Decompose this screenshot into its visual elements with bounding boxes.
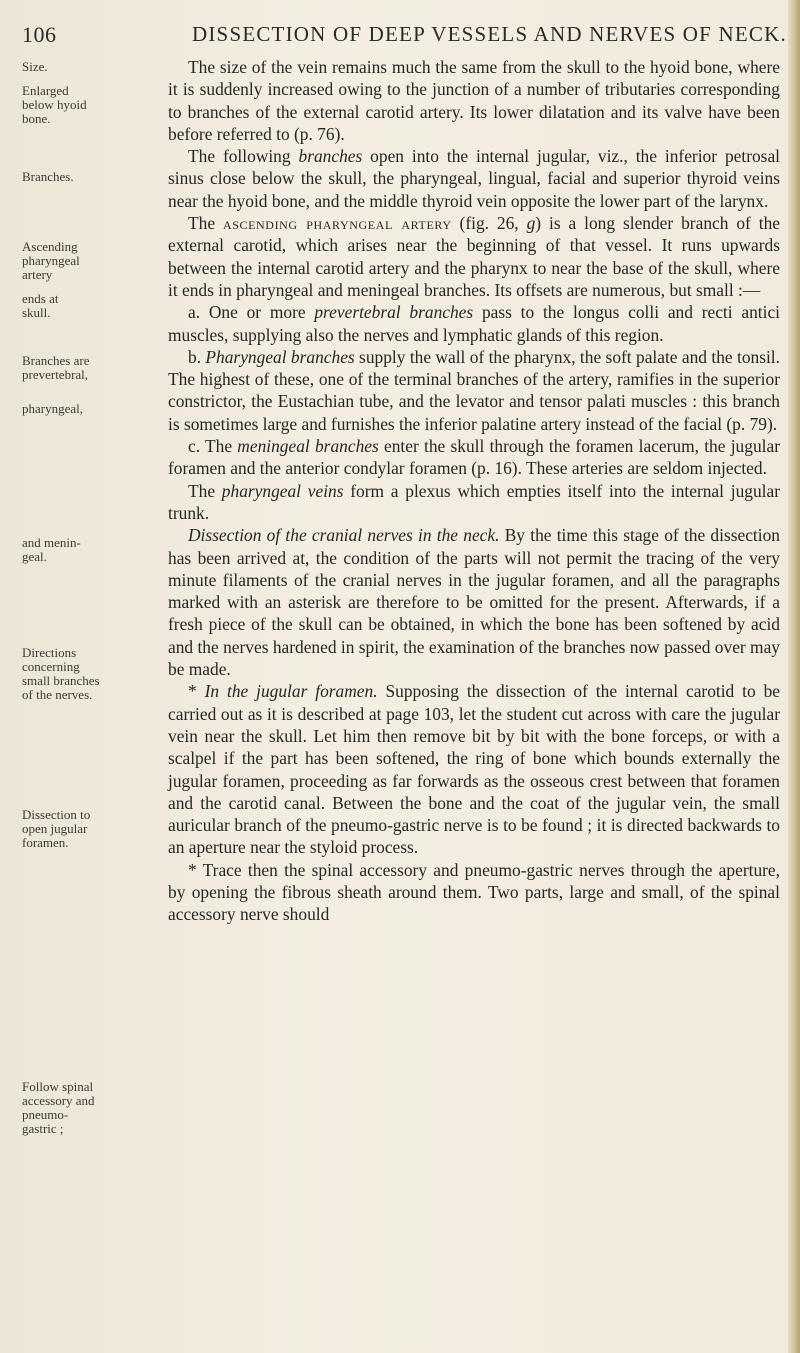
margin-note-ascending-pharyngeal: Ascending pharyngeal artery xyxy=(22,239,80,282)
margin-note-branches: Branches. xyxy=(22,169,74,184)
paragraph-size: The size of the vein remains much the same from the skull to the hyoid bone, where it is suddenly increased owing to the junction of a number of tributaries corresponding to branches of the external carotid artery. Its lower dilatation and its valve have been before referred to (p. 76). xyxy=(168,57,780,144)
paragraph-trace-nerves: * Trace then the spinal accessory and pneumo-gastric nerves through the aperture, by opening the fibrous sheath around them. Two parts, large and small, of the spinal accessory nerve should xyxy=(168,859,780,925)
margin-note-pharyngeal: pharyngeal, xyxy=(22,401,84,416)
paragraph-ascending-pharyngeal: The ascending pharyngeal artery (fig. 26, g) is a long slender branch of the external carotid, which arises near the beginning of that vessel. It runs upwards between the internal carotid artery and the pharynx to near the base of the skull, where it ends in pharyngeal and meningeal branches. Its offsets are numerous, but small :— xyxy=(168,213,780,300)
margin-note-dissection-jugular: Dissection to open jugular foramen. xyxy=(22,807,91,850)
paragraph-pharyngeal-veins: The pharyngeal veins form a plexus which empties itself into the internal jugular trunk. xyxy=(168,480,780,523)
margin-note-enlarged: Enlarged below hyoid bone. xyxy=(22,83,87,126)
paragraph-pharyngeal: b. Pharyngeal branches supply the wall of the pharynx, the soft palate and the tonsil. The highest of these, one of the terminal branches of the artery, ramifies in the superior constrictor, the Eustachian tube, and the levator and tensor palati muscles : this branch is sometimes large and furnishes the inferior palatine artery instead of the facial (p. 79). xyxy=(168,346,780,434)
margin-note-directions: Directions concerning small branches of the nerves. xyxy=(22,645,100,702)
body-text xyxy=(168,56,780,926)
page-edge xyxy=(788,0,800,1353)
running-head: DISSECTION OF DEEP VESSELS AND NERVES OF NECK. xyxy=(192,22,787,46)
paragraph-branches: The following branches open into the internal jugular, viz., the inferior petrosal sinus close below the skull, the pharyngeal, lingual, facial and superior thyroid veins near the hyoid bone, and the middle thyroid vein opposite the lower part of the larynx. xyxy=(168,146,780,211)
margin-note-size: Size. xyxy=(22,59,48,74)
page-number: 106 xyxy=(22,22,57,47)
margin-note-ends-at-skull: ends at skull. xyxy=(22,291,59,320)
paragraph-jugular-foramen: * In the jugular foramen. Supposing the dissection of the internal carotid to be carried out as it is described at page 103, let the student cut across with care the jugular vein near the skull. Let him then remove bit by bit with the bone forceps, or with a scalpel if the part has been softened, the ring of bone which bounds externally the jugular foramen, proceeding as far forwards as the osseous crest between that foramen and the carotid canal. Between the bone and the coat of the jugular vein, the small auricular branch of the pneumo-gastric nerve is to be found ; it is directed backwards to an aperture near the styloid process. xyxy=(168,681,780,858)
paragraph-prevertebral: a. One or more prevertebral branches pass to the longus colli and recti antici muscles, supplying also the nerves and lymphatic glands of this region. xyxy=(168,302,780,345)
margin-note-follow: Follow spinal accessory and pneumogastric ; xyxy=(22,1079,95,1136)
paragraph-meningeal: c. The meningeal branches enter the skull through the foramen lacerum, the jugular foramen and the anterior condylar foramen (p. 16). These arteries are seldom injected. xyxy=(168,436,780,479)
margin-note-prevertebral: Branches are prevertebral, xyxy=(22,353,90,382)
paragraph-cranial-nerves: Dissection of the cranial nerves in the neck. By the time this stage of the dissection has been arrived at, the condition of the parts will not permit the tracing of the very minute filaments of the cranial nerves in the jugular foramen, and all the paragraphs marked with an asterisk are therefore to be omitted for the present. Afterwards, if a fresh piece of the skull can be obtained, in which the bone has been softened by acid and the nerves hardened in spirit, the examination of the branches now passed over may be made. xyxy=(168,525,780,680)
margin-note-meningeal: and meningeal. xyxy=(22,535,81,564)
